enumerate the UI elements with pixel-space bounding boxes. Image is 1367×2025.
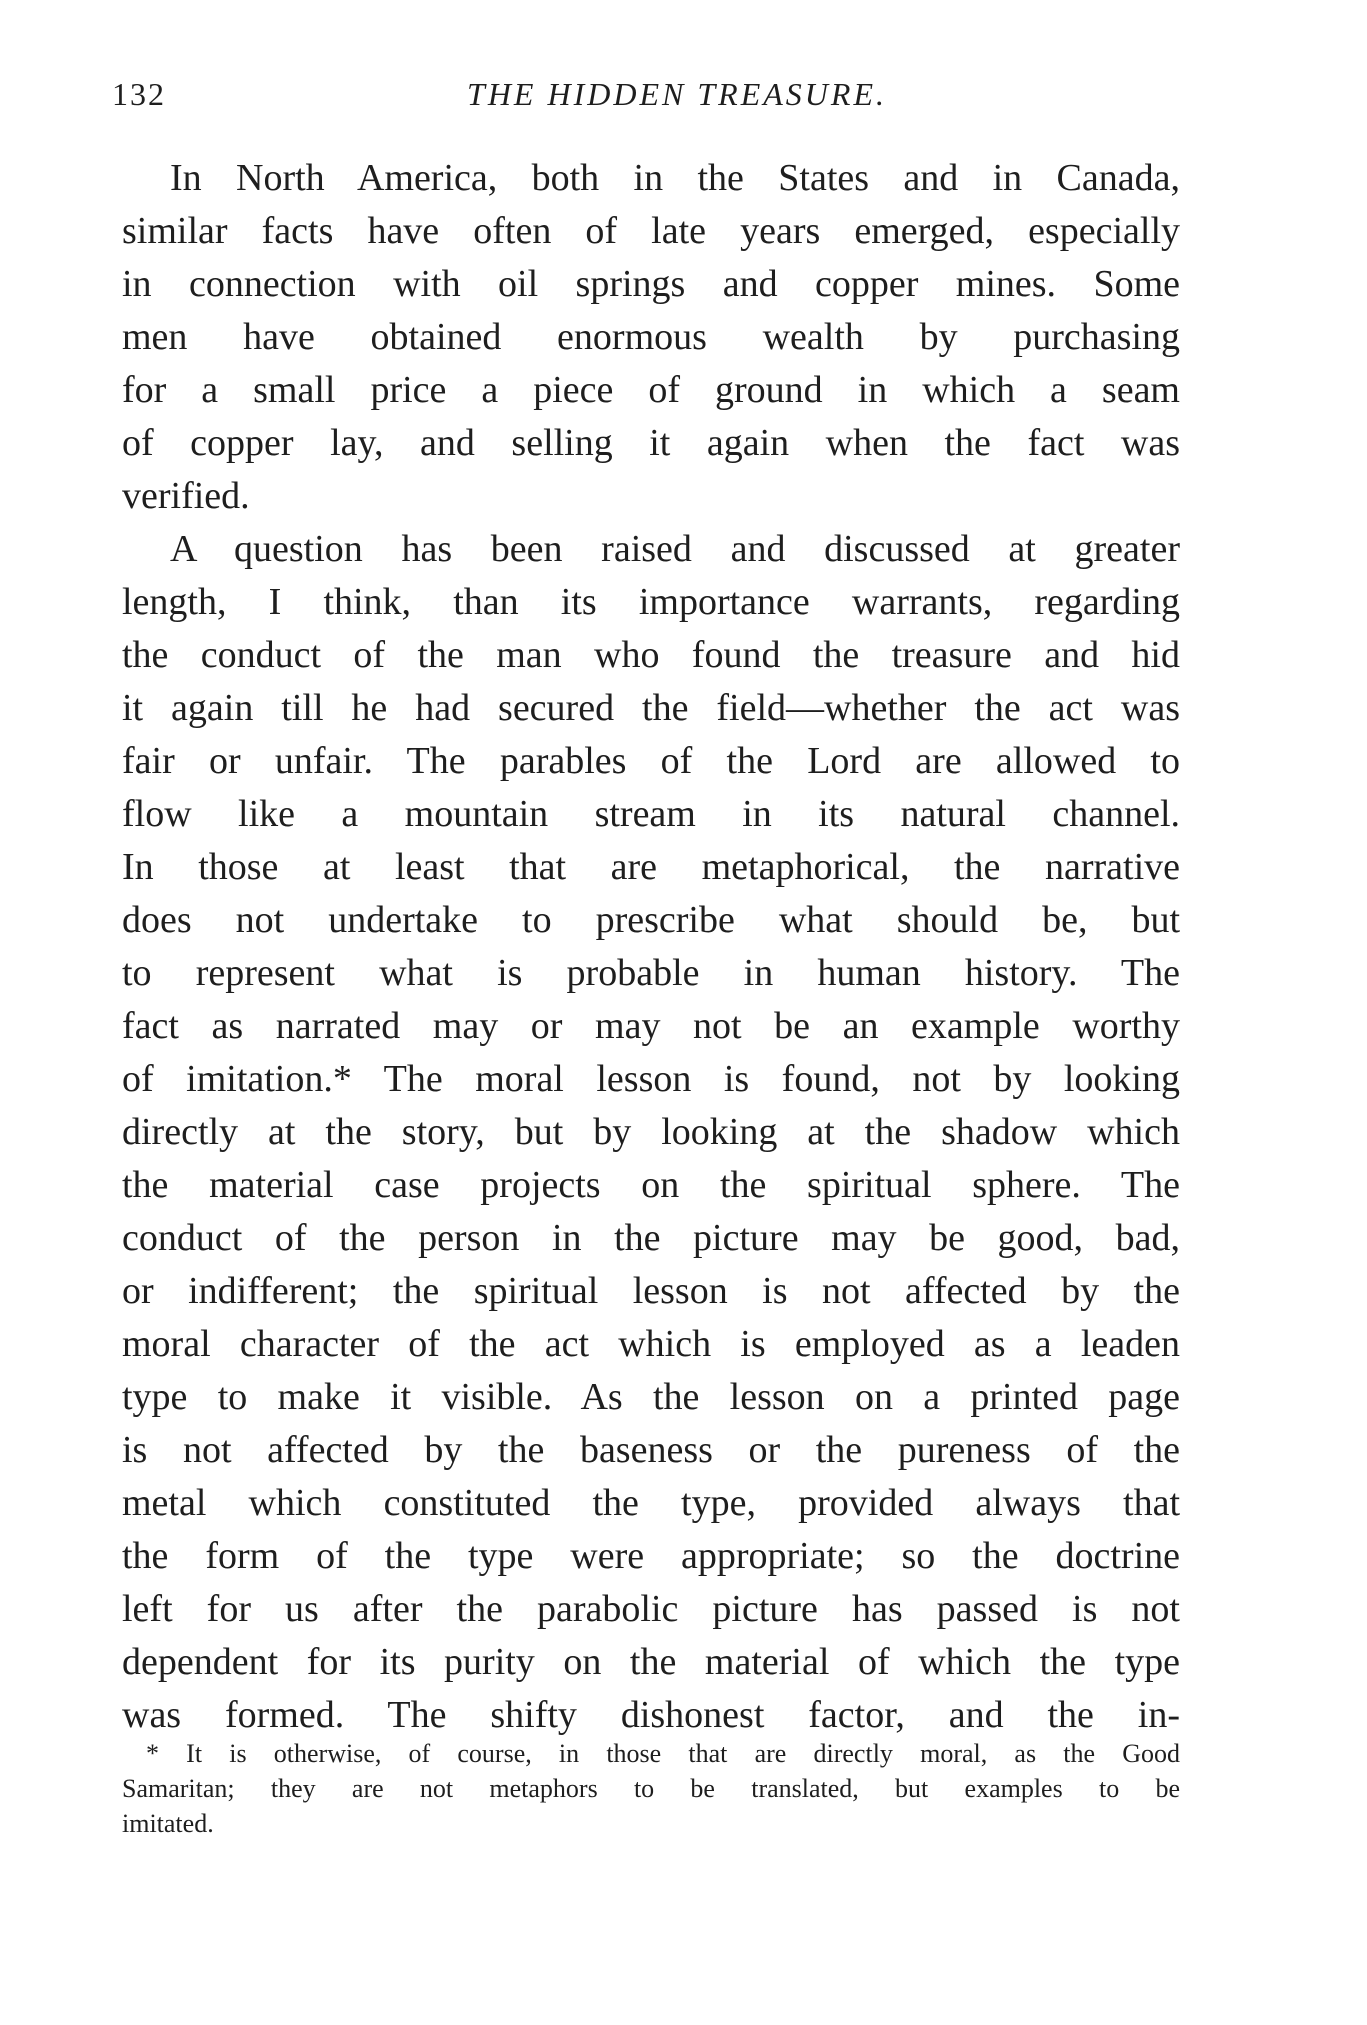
text-line: fact as narrated may or may not be an example worthy — [122, 1005, 1180, 1047]
text-line: the material case projects on the spiritual sphere. The — [122, 1164, 1180, 1206]
text-line: for a small price a piece of ground in which a seam — [122, 369, 1180, 411]
text-line: was formed. The shifty dishonest factor, and the in- — [122, 1694, 1180, 1736]
text-line: length, I think, than its importance warrants, regarding — [122, 581, 1180, 623]
footnote-line: * It is otherwise, of course, in those that are directly moral, as the Good — [146, 1739, 1180, 1768]
text-line: or indifferent; the spiritual lesson is not affected by the — [122, 1270, 1180, 1312]
text-line: metal which constituted the type, provided always that — [122, 1482, 1180, 1524]
text-line: of copper lay, and selling it again when the fact was — [122, 422, 1180, 464]
running-title: THE HIDDEN TREASURE. — [467, 76, 887, 112]
text-line: men have obtained enormous wealth by purchasing — [122, 316, 1180, 358]
text-line: A question has been raised and discussed at greater — [170, 528, 1180, 570]
text-line: does not undertake to prescribe what should be, but — [122, 899, 1180, 941]
text-line: dependent for its purity on the material of which the type — [122, 1641, 1180, 1683]
text-line: in connection with oil springs and copper mines. Some — [122, 263, 1180, 305]
text-line: type to make it visible. As the lesson on a printed page — [122, 1376, 1180, 1418]
text-line: similar facts have often of late years emerged, especially — [122, 210, 1180, 252]
text-line: it again till he had secured the field—whether the act was — [122, 687, 1180, 729]
page-header — [112, 76, 1242, 126]
text-line: In North America, both in the States and in Canada, — [170, 157, 1180, 199]
text-line: verified. — [122, 475, 250, 517]
text-line: moral character of the act which is employed as a leaden — [122, 1323, 1180, 1365]
text-line: In those at least that are metaphorical, the narrative — [122, 846, 1180, 888]
body-text — [122, 152, 1180, 1742]
text-line: fair or unfair. The parables of the Lord are allowed to — [122, 740, 1180, 782]
text-line: of imitation.* The moral lesson is found, not by looking — [122, 1058, 1180, 1100]
text-line: the form of the type were appropriate; so the doctrine — [122, 1535, 1180, 1577]
page-number: 132 — [112, 76, 166, 112]
text-line: is not affected by the baseness or the pureness of the — [122, 1429, 1180, 1471]
footnote-line: Samaritan; they are not metaphors to be translated, but examples to be — [122, 1774, 1180, 1803]
text-line: flow like a mountain stream in its natural channel. — [122, 793, 1180, 835]
text-line: conduct of the person in the picture may be good, bad, — [122, 1217, 1180, 1259]
text-line: directly at the story, but by looking at the shadow which — [122, 1111, 1180, 1153]
text-line: left for us after the parabolic picture has passed is not — [122, 1588, 1180, 1630]
footnote — [122, 1736, 1180, 1841]
text-line: to represent what is probable in human history. The — [122, 952, 1180, 994]
text-line: the conduct of the man who found the treasure and hid — [122, 634, 1180, 676]
footnote-line: imitated. — [122, 1809, 214, 1838]
